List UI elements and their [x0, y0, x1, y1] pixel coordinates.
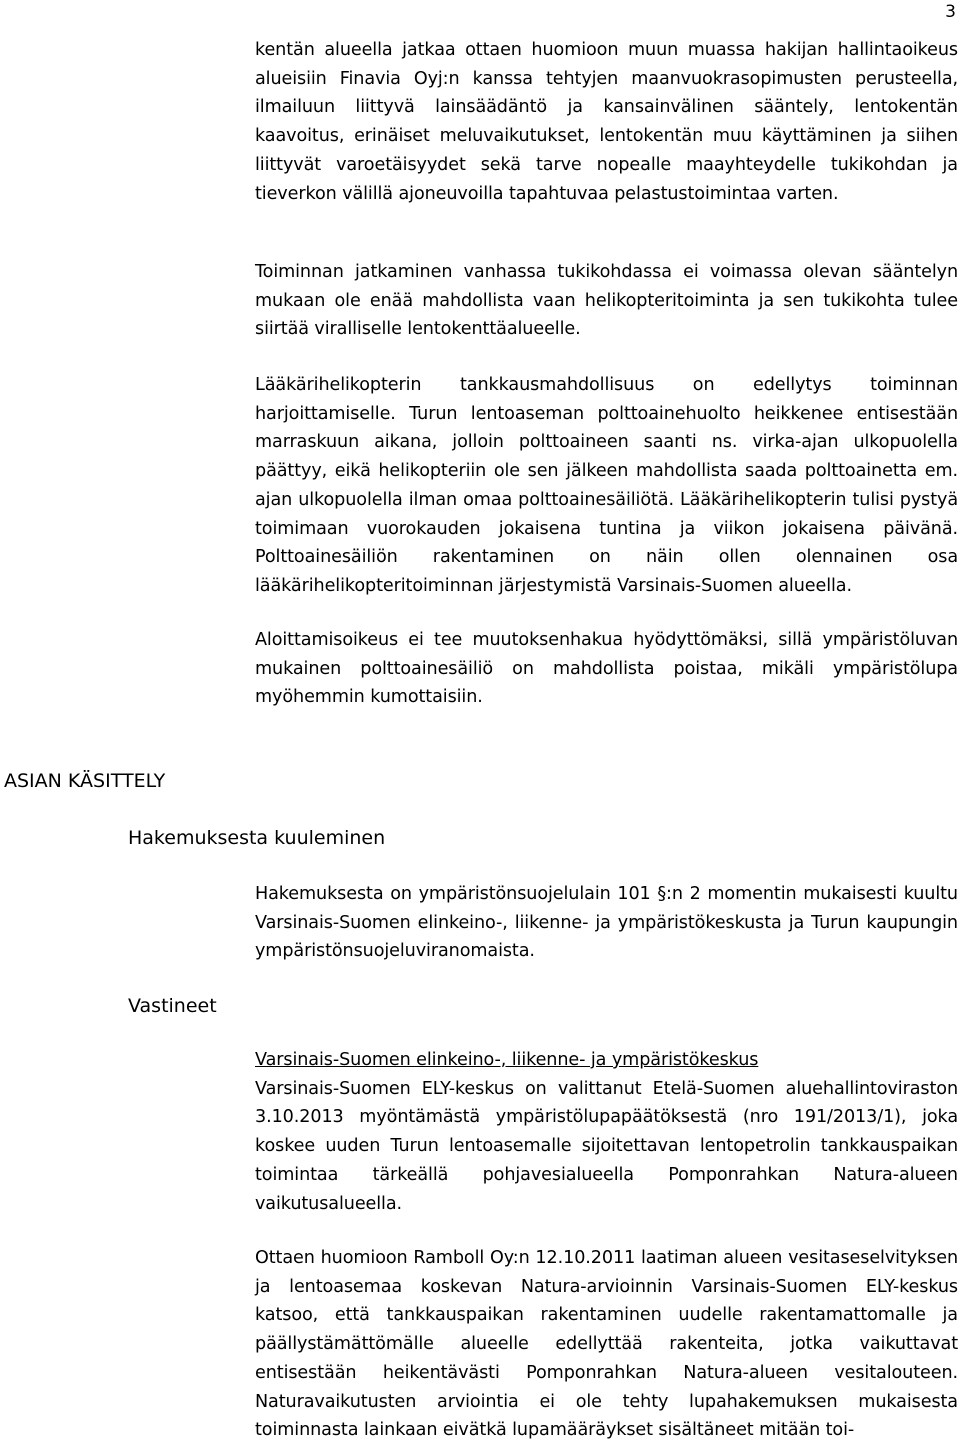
hearing-paragraph: Hakemuksesta on ympäristönsuojelulain 101 §:n 2 momentin mukaisesti kuultu Varsinais-Suomen elinkeino-, liikenne- ja ympäristökeskusta ja Turun kaupungin ympäristönsuojeluviranomaista.: [255, 884, 958, 962]
ely-response-block: [255, 1046, 958, 1218]
hearing-heading: Hakemuksesta kuuleminen: [128, 827, 386, 849]
permit-paragraph: Aloittamisoikeus ei tee muutoksenhakua hyödyttömäksi, sillä ympäristöluvan mukainen polttoainesäiliö on mahdollista poistaa, mikäli ympäristölupa myöhemmin kumottaisiin.: [255, 630, 958, 708]
fueling-paragraph: Lääkärihelikopterin tankkausmahdollisuus on edellytys toiminnan harjoittamiselle. Turun lentoaseman polttoainehuolto heikkenee entisestään marraskuun aikana, jolloin polttoaineen saanti ns. virka-ajan ulkopuolella päättyy, eikä helikopteriin ole sen jälkeen mahdollista saada polttoainetta em. ajan ulkopuolella ilman omaa polttoainesäiliötä. Lääkärihelikopterin tulisi pystyä toimimaan vuorokauden jokaisena tuntina ja viikon jokaisena päivänä. Polttoainesäiliön rakentaminen on näin ollen olennainen osa lääkärihelikopteritoiminnan järjestymistä Varsinais-Suomen alueella.: [255, 375, 958, 596]
intro-paragraph: kentän alueella jatkaa ottaen huomioon muun muassa hakijan hallintaoikeus alueisiin Finavia Oyj:n kanssa tehtyjen maanvuokrasopimusten perusteella, ilmailuun liittyvä lainsäädäntö ja kansainvälinen sääntely, lentokentän kaavoitus, erinäiset meluvaikutukset, lentokentän muu käyttäminen ja siihen liittyvät varoetäisyydet sekä tarve nopealle maayhteydelle tukikohdan ja tieverkon välillä ajoneuvoilla tapahtuvaa pelastustoimintaa varten.: [255, 40, 958, 204]
ely-response-text: Varsinais-Suomen ELY-keskus on valittanut Etelä-Suomen aluehallintoviraston 3.10.2013 myöntämästä ympäristölupapäätöksestä (nro 191/2013/1), joka koskee uuden Turun lentoasemalle sijoitettavan lentopetrolin tankkauspaikan toimintaa tärkeällä pohjavesialueella Pomponrahkan Natura-alueen vaikutusalueella.: [255, 1078, 958, 1214]
natura-paragraph: Ottaen huomioon Ramboll Oy:n 12.10.2011 laatiman alueen vesitaseselvityksen ja lentoasemaa koskevan Natura-arvioinnin Varsinais-Suomen ELY-keskus katsoo, että tankkauspaikan rakentaminen uudelle rakentamattomalle ja päällystämättömälle alueelle edellyttää rakenteita, jotka vaikuttavat entisestään heikentävästi Pomponrahkan Natura-alueen vesitalouteen. Naturavaikutusten arviointia ei ole tehty lupahakemuksen mukaisesta toiminnasta lainkaan eivätkä lupamääräykset sisältäneet mitään toi-: [255, 1248, 958, 1441]
page-number: 3: [945, 2, 956, 22]
continuation-paragraph: Toiminnan jatkaminen vanhassa tukikohdassa ei voimassa olevan sääntelyn mukaan ole enää mahdollista vaan helikopteritoiminta ja sen tukikohta tulee siirtää viralliselle lentokenttäalueelle.: [255, 262, 958, 340]
ely-response-heading: Varsinais-Suomen elinkeino-, liikenne- ja ympäristökeskus: [255, 1050, 759, 1070]
responses-heading: Vastineet: [128, 995, 217, 1017]
section-heading: ASIAN KÄSITTELY: [4, 770, 166, 792]
